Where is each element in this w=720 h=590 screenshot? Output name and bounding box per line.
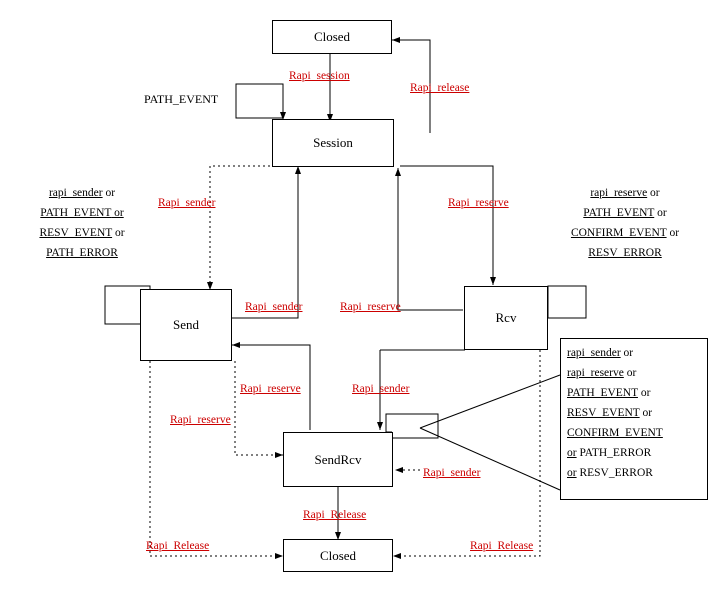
edge-label-rapi-reserve-sendrcv: Rapi_reserve <box>240 383 301 395</box>
text-block-sendrcv-self-events <box>560 338 708 500</box>
text-line: RESV_EVENT or <box>567 407 653 419</box>
edge-label-rapi-sender-send: Rapi_sender <box>245 301 303 313</box>
node-sendrcv[interactable] <box>283 432 393 487</box>
text-line: PATH_ERROR <box>46 247 118 259</box>
edge-label-rapi-sender-rcv-loop: Rapi_sender <box>423 467 481 479</box>
text-line: rapi_sender or <box>567 347 634 359</box>
text-line: PATH_EVENT or <box>40 207 124 219</box>
edge-label-rapi-release-left: Rapi_Release <box>146 540 210 552</box>
node-closed-top[interactable] <box>272 20 392 54</box>
edge-label-rapi-sender-sendrcv: Rapi_sender <box>352 383 410 395</box>
node-label: SendRcv <box>314 451 362 467</box>
edge-label-rapi-reserve-rcv: Rapi_reserve <box>340 301 401 313</box>
node-label: Closed <box>319 547 357 563</box>
edge-label-rapi-release-sendrcv: Rapi_Release <box>303 509 367 521</box>
node-label: Send <box>173 317 199 332</box>
edge-label-rapi-release-top: Rapi_release <box>410 82 470 94</box>
text-line: RESV_EVENT or <box>39 227 125 239</box>
edge-label-rapi-reserve-send-loop: Rapi_reserve <box>170 414 231 426</box>
node-label: Rcv <box>495 310 517 325</box>
text-line: or RESV_ERROR <box>567 467 653 479</box>
node-label: Session <box>313 135 353 150</box>
edge-label-rapi-session: Rapi_session <box>289 70 350 82</box>
text-line: PATH_EVENT or <box>583 207 667 219</box>
text-line: rapi_sender or <box>48 187 116 199</box>
text-block-rcv-self-events <box>540 183 710 263</box>
text-line: rapi_reserve or <box>590 187 660 199</box>
text-line: rapi_reserve or <box>567 367 637 379</box>
node-rcv[interactable] <box>464 286 548 350</box>
edge-label-rapi-release-right: Rapi_Release <box>470 540 534 552</box>
edge-label-rapi-sender-session: Rapi_sender <box>158 197 216 209</box>
text-line: PATH_EVENT or <box>567 387 651 399</box>
node-closed-bottom[interactable] <box>283 539 393 572</box>
label-path-event-top: PATH_EVENT <box>144 92 219 106</box>
edge-label-rapi-reserve-session: Rapi_reserve <box>448 197 509 209</box>
node-send[interactable] <box>140 289 232 361</box>
node-label: Closed <box>313 29 351 44</box>
text-block-send-self-events <box>12 183 152 263</box>
text-line: or PATH_ERROR <box>567 447 652 459</box>
text-line: RESV_ERROR <box>588 247 662 259</box>
text-line: CONFIRM_EVENT <box>567 427 663 439</box>
node-session[interactable] <box>272 119 394 167</box>
text-line: CONFIRM_EVENT or <box>570 227 680 239</box>
